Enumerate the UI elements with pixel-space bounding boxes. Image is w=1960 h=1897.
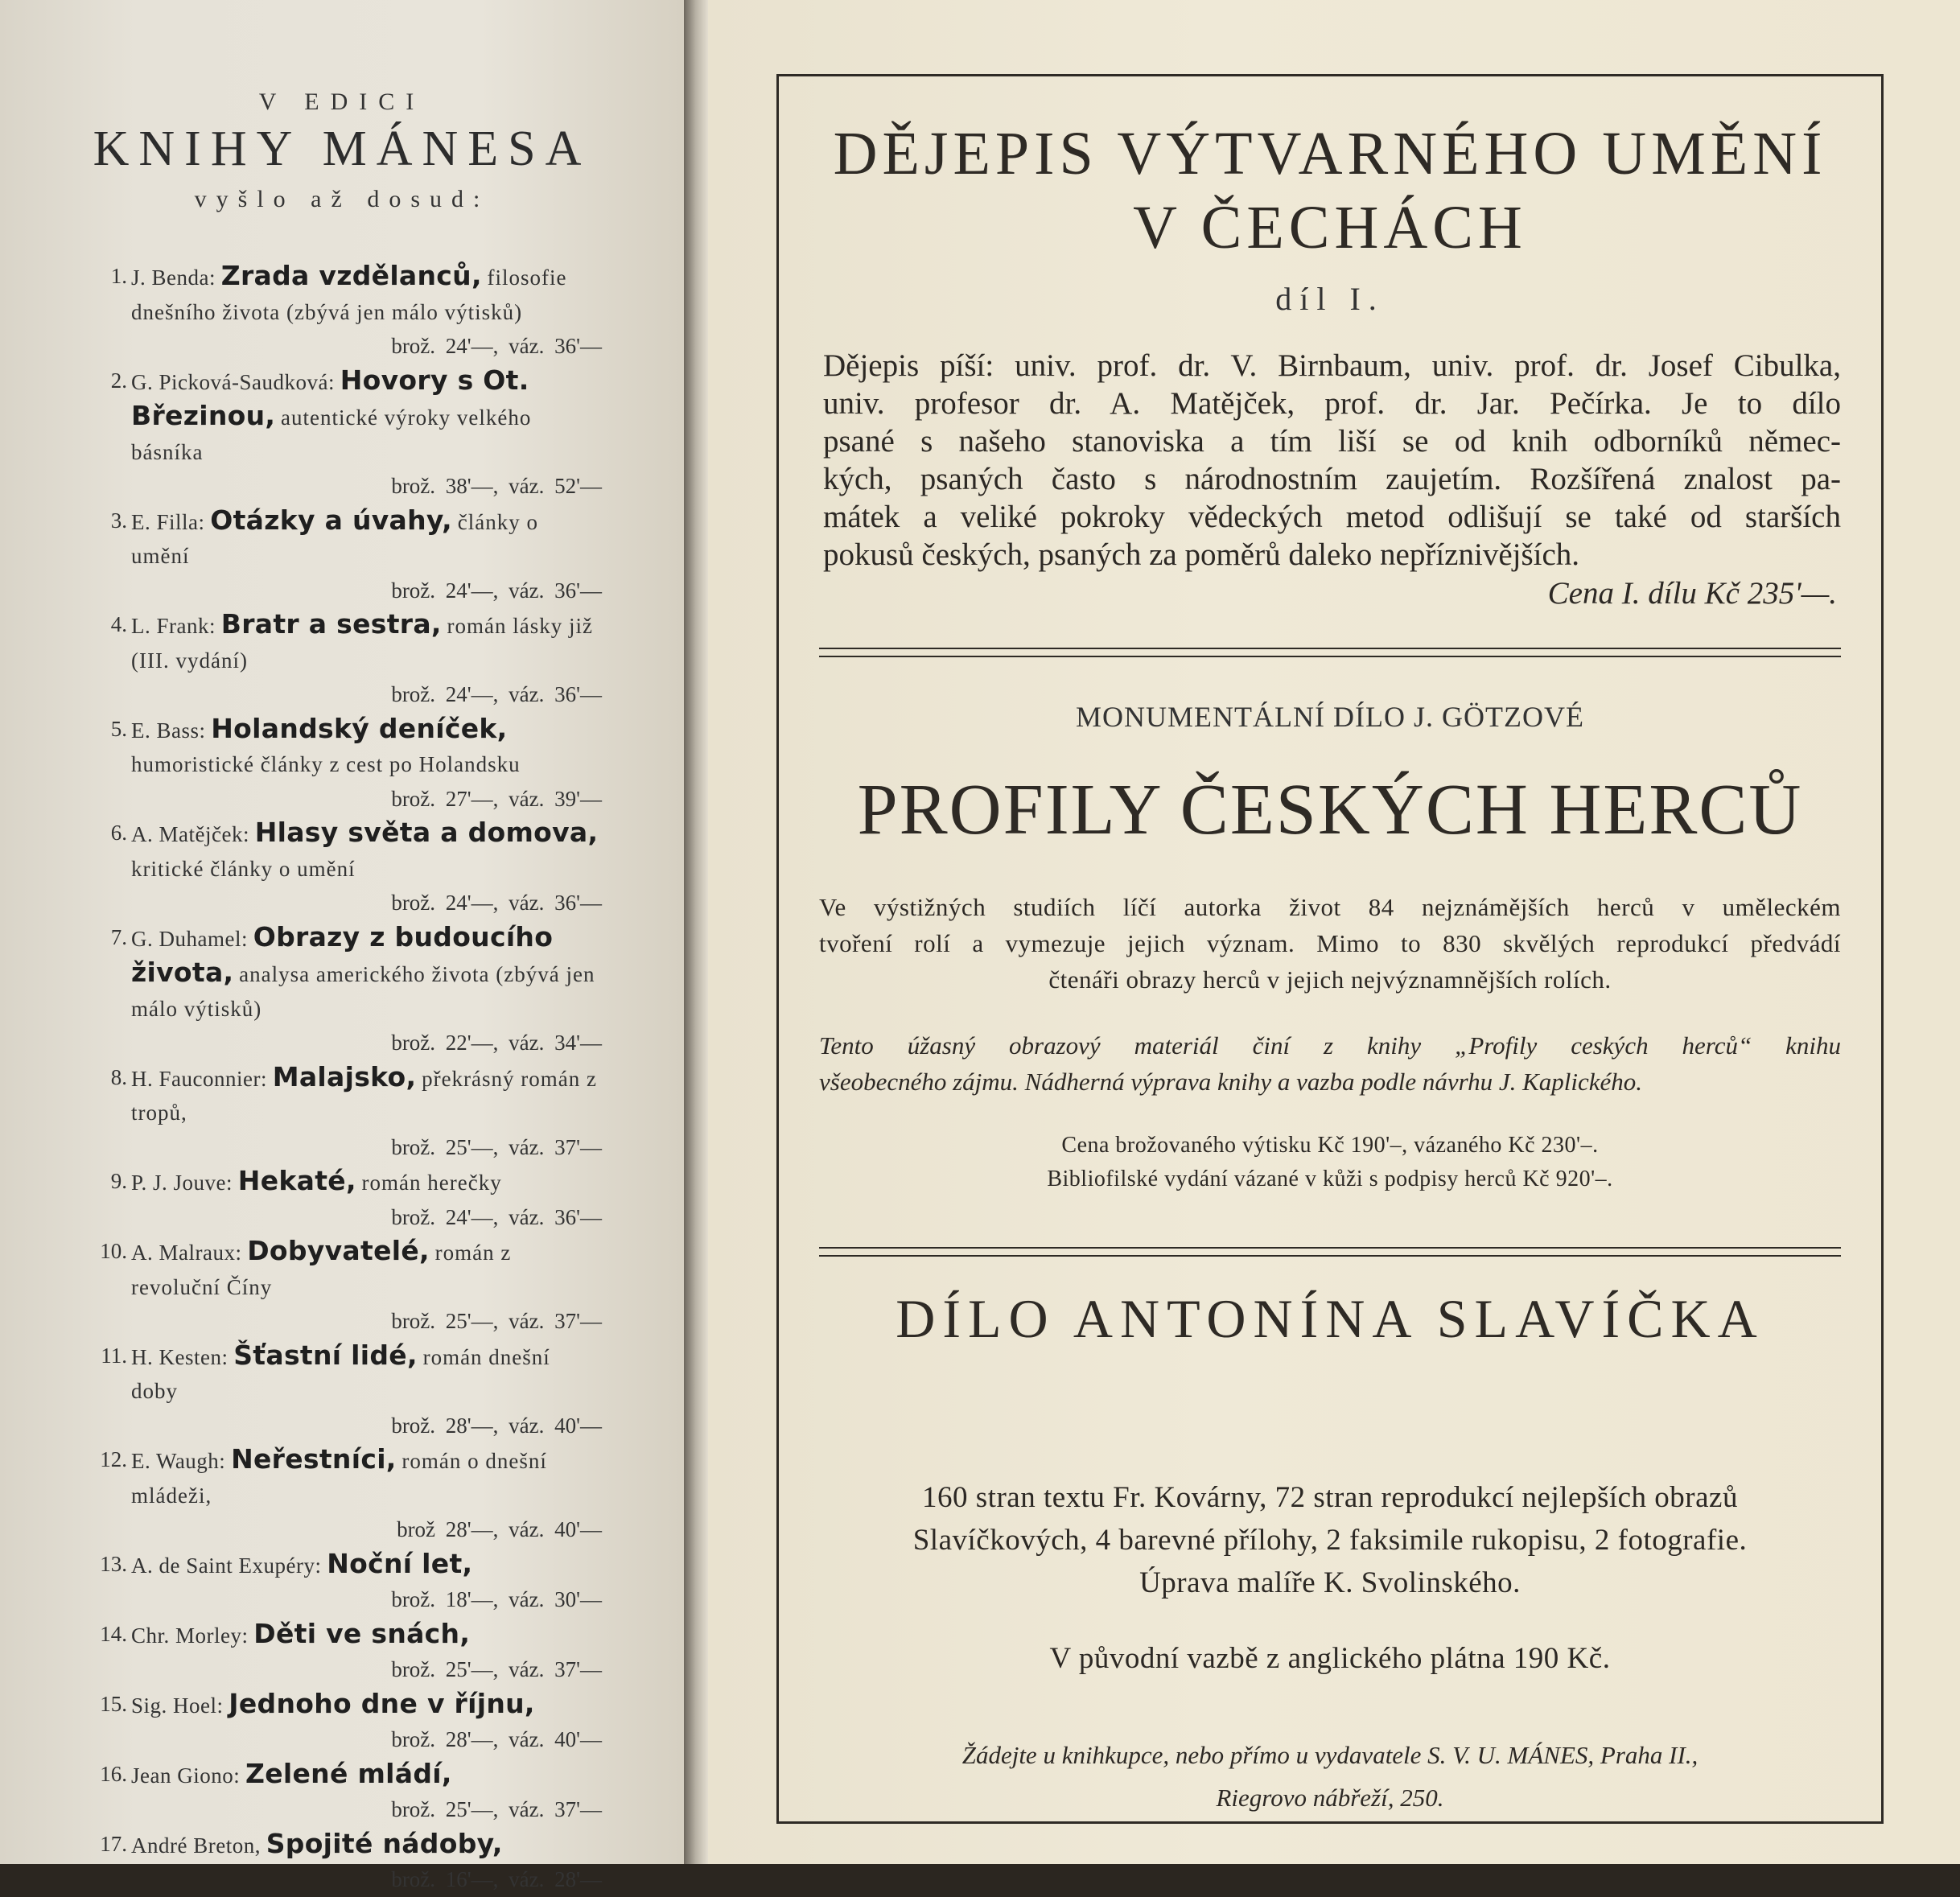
history-title [779,117,1881,265]
actors-desc-line: Ve výstižných studiích líčí autorka život 84 nejznámějších herců v uměleckém [819,893,1841,921]
book-description: román z revoluční Číny [131,1241,512,1299]
book-entry [95,1617,602,1687]
book-price: brož. 18'—, váz. 30'— [391,1587,602,1611]
book-title: Zelené mládí, [245,1757,452,1789]
book-number: 2. [110,368,127,393]
book-price: brož. 25'—, váz. 37'— [391,1797,602,1821]
book-author: G. Picková-Saudková: [131,369,335,394]
actors-description [819,889,1841,998]
history-part: díl I. [1275,281,1385,317]
book-description: překrásný román z tropů, [131,1066,597,1125]
book-entry [95,1757,602,1827]
book-number: 11. [101,1343,127,1368]
actors-italic-note [819,1027,1841,1100]
book-number: 8. [110,1064,127,1089]
book-number: 3. [110,508,127,533]
book-price: brož. 24'—, váz. 36'— [391,578,602,603]
book-author: E. Bass: [131,718,206,743]
slavicek-description [779,1476,1881,1604]
book-number: 12. [100,1447,127,1471]
book-number: 9. [110,1169,127,1193]
book-author: J. Benda: [131,265,216,290]
slavicek-desc-line: Slavíčkových, 4 barevné přílohy, 2 faksimile rukopisu, 2 fotografie. [912,1524,1748,1557]
actors-title: PROFILY ČESKÝCH HERCŮ [857,770,1803,850]
slavicek-title: DÍLO ANTONÍNA SLAVÍČKA [896,1288,1764,1349]
section-divider [819,648,1841,657]
book-entry [95,504,602,608]
book-author: Jean Giono: [131,1763,241,1788]
book-title: Dobyvatelé, [247,1235,430,1266]
book-price: brož 28'—, váz. 40'— [397,1517,602,1541]
book-title: Jednoho dne v říjnu, [229,1687,535,1719]
section-divider [819,1247,1841,1257]
book-number: 1. [110,264,127,288]
book-list [95,259,602,1897]
book-entry [95,364,602,504]
actors-price-line: Cena brožovaného výtisku Kč 190'–, vázaného Kč 230'–. [1061,1133,1599,1158]
history-description [823,347,1841,574]
book-number: 10. [100,1239,127,1263]
book-description: humoristické články z cest po Holandsku [131,752,521,776]
book-price: brož. 38'—, váz. 52'— [391,474,602,498]
book-number: 14. [100,1621,127,1646]
book-description: články o umění [131,509,538,568]
book-description: román lásky již (III. vydání) [131,614,593,673]
book-author: André Breton, [131,1833,261,1858]
book-author: A. Malraux: [131,1241,242,1265]
book-author: P. J. Jouve: [131,1171,233,1195]
actors-prices [779,1129,1881,1196]
book-entry [95,712,602,817]
book-price: brož. 28'—, váz. 40'— [391,1727,602,1751]
book-number: 17. [100,1831,127,1856]
book-price: brož. 24'—, váz. 36'— [391,891,602,915]
book-number: 6. [110,821,127,845]
book-entry [95,1827,602,1897]
book-description: román o dnešní mládeži, [131,1449,547,1508]
book-price: brož. 22'—, váz. 34'— [391,1031,602,1055]
book-title: Malajsko, [272,1060,417,1093]
flap-header [0,88,684,213]
book-entry [95,1442,602,1547]
book-title: Bratr a sestra, [220,608,442,640]
book-title: Spojité nádoby, [266,1827,503,1859]
book-author: E. Waugh: [131,1449,226,1473]
book-author: Chr. Morley: [131,1623,249,1648]
book-entry [95,816,602,920]
book-author: E. Filla: [131,509,205,534]
published-label: vyšlo až dosud: [194,186,490,212]
actors-note-line: všeobecného zájmu. Nádherná výprava knihy a vazba podle návrhu J. Kaplického. [819,1068,1643,1096]
book-author: G. Duhamel: [131,926,248,951]
book-entry [95,1547,602,1617]
book-price: brož. 27'—, váz. 39'— [391,786,602,811]
book-number: 15. [100,1691,127,1716]
book-author: A. Matějček: [131,822,249,846]
book-description: román dnešní doby [131,1344,550,1403]
book-entry [95,607,602,712]
slavicek-desc-line: 160 stran textu Fr. Kovárny, 72 stran reprodukcí nejlepších obrazů [922,1481,1738,1514]
history-line: mátek a veliké pokroky vědeckých metod odlišují se také od starších [823,500,1841,534]
book-price: brož. 25'—, váz. 37'— [391,1657,602,1681]
jacket-fold [684,0,708,1864]
actors-price-line: Bibliofilské vydání vázané v kůži s podpisy herců Kč 920'–. [1047,1167,1613,1191]
history-title-line1: DĚJEPIS VÝTVARNÉHO UMĚNÍ [833,120,1827,187]
actors-pretitle: MONUMENTÁLNÍ DÍLO J. GÖTZOVÉ [1076,701,1584,733]
book-price: brož. 25'—, váz. 37'— [391,1134,602,1159]
history-line: kých, psaných často s národnostním zaujetím. Rozšířená znalost pa- [823,462,1841,496]
book-number: 5. [110,716,127,741]
book-description: analysa amerického života (zbývá jen málo výtisků) [131,962,595,1021]
book-author: A. de Saint Exupéry: [131,1553,322,1578]
order-line: Žádejte u knihkupce, nebo přímo u vydavatele S. V. U. MÁNES, Praha II., [961,1741,1699,1769]
book-title: Šťastní lidé, [233,1339,418,1371]
book-price: brož. 24'—, váz. 36'— [391,334,602,358]
book-price: brož. 24'—, váz. 36'— [391,682,602,706]
order-info [779,1734,1881,1819]
book-title: Neřestníci, [231,1443,397,1475]
book-entry [95,1687,602,1757]
book-author: L. Frank: [131,614,216,638]
book-author: H. Fauconnier: [131,1066,267,1091]
history-line: psané s našeho stanoviska a tím liší se od knih odborníků němec- [823,424,1841,459]
book-title: Hlasy světa a domova, [254,817,599,848]
book-description: kritické články o umění [131,856,356,881]
book-number: 4. [110,612,127,636]
book-entry [95,259,602,364]
book-price: brož. 16'—, váz. 28'— [391,1867,602,1891]
series-title: KNIHY MÁNESA [93,121,591,176]
book-author: Sig. Hoel: [131,1693,224,1718]
book-price: brož. 24'—, váz. 36'— [391,1204,602,1229]
history-line: pokusů českých, psaných za poměrů daleko nepříznivějších. [823,537,1580,572]
jacket-flap [0,0,684,1891]
order-line: Riegrovo nábřeží, 250. [1216,1784,1444,1812]
book-number: 13. [100,1551,127,1576]
slavicek-desc-line: Úprava malíře K. Svolinského. [1139,1566,1521,1599]
book-title: Hovory s Ot. Březinou, [131,364,529,431]
book-entry [95,1164,602,1234]
book-title: Děti ve snách, [253,1617,471,1649]
book-description: filosofie dnešního života (zbývá jen málo výtisků) [131,265,567,324]
actors-desc-line: tvoření rolí a vymezuje jejich význam. Mimo to 830 skvělých reprodukcí předvádí [819,929,1841,957]
book-title: Holandský deníček, [211,712,508,744]
actors-note-line: Tento úžasný obrazový materiál činí z knihy „Profily ceských herců“ knihu [819,1031,1841,1060]
book-number: 16. [100,1761,127,1786]
advert-frame [776,74,1884,1824]
book-entry [95,1339,602,1443]
book-title: Hekaté, [237,1165,356,1196]
book-title: Obrazy z budoucího života, [131,920,554,988]
history-title-line2: V ČECHÁCH [1133,194,1527,261]
book-price: brož. 25'—, váz. 37'— [391,1309,602,1333]
book-price: brož. 28'—, váz. 40'— [391,1413,602,1438]
history-line: univ. profesor dr. A. Matějček, prof. dr. Jar. Pečírka. Je to dílo [823,386,1841,421]
book-author: H. Kesten: [131,1344,229,1369]
book-title: Otázky a úvahy, [210,504,453,536]
book-entry [95,920,602,1060]
slavicek-binding: V původní vazbě z anglického plátna 190 Kč. [1049,1642,1611,1675]
actors-desc-line: čtenáři obrazy herců v jejich nejvýznamnějších rolích. [1048,965,1612,994]
book-title: Zrada vzdělanců, [220,260,482,291]
book-entry [95,1060,602,1165]
book-entry [95,1234,602,1339]
book-number: 7. [110,924,127,949]
edition-label: V EDICI [258,88,426,115]
book-title: Noční let, [327,1547,473,1579]
history-price: Cena I. dílu Kč 235'—. [1547,576,1837,611]
advert-page [708,0,1960,1864]
book-description: autentické výroky velkého básníka [131,405,532,464]
book-description: román herečky [361,1171,502,1195]
history-line: Dějepis píší: univ. prof. dr. V. Birnbaum, univ. prof. dr. Josef Cibulka, [823,348,1841,383]
